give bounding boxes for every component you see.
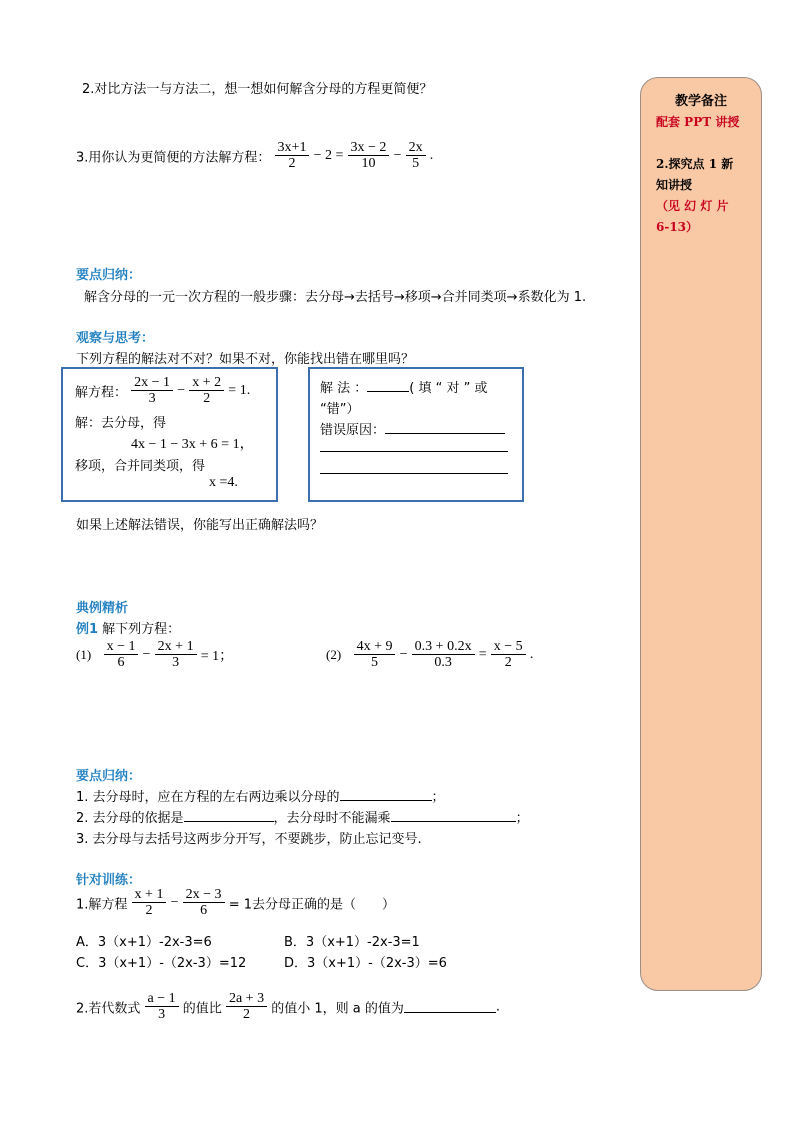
- solution-equation: 解方程： $\frac{2x - 1}{3}$ − $\frac{x + 2}{2}$ = 1.: [75, 375, 251, 407]
- answer-line-blank-2[interactable]: [320, 473, 508, 474]
- sidebar-line-5: 6-13）: [656, 220, 699, 234]
- question-3: 3.用你认为更简便的方法解方程： $\frac{3x+1}{2}$ − 2 = $\frac{3x - 2}{10}$ − $\frac{2x}{5}$ .: [76, 140, 434, 172]
- summary-heading-1: 要点归纳：: [76, 268, 142, 283]
- answer-blank[interactable]: [367, 379, 409, 392]
- q3-fraction-3: $\frac{2x}{5}$: [406, 140, 426, 172]
- followup-question: 如果上述解法错误，你能写出正确解法吗？: [76, 518, 324, 533]
- summary-text-1: 解含分母的一元一次方程的一般步骤：去分母→去括号→移项→合并同类项→系数化为 1.: [84, 290, 587, 305]
- summary-point-3: 3. 去分母与去括号这两步分开写，不要跳步，防止忘记变号.: [76, 832, 422, 847]
- answer-line-2: “错”）: [320, 402, 360, 417]
- sidebar-line-1: 配套 PPT 讲授: [656, 115, 740, 129]
- solution-fraction-1: $\frac{2x - 1}{3}$: [131, 375, 173, 407]
- option-c[interactable]: C．3（x+1）-（2x-3）=12: [76, 956, 247, 971]
- sidebar-title: 教学备注: [674, 94, 727, 109]
- answer-line-blank-1[interactable]: [320, 451, 508, 452]
- error-reason: 错误原因：: [320, 419, 505, 438]
- practice-fraction-3: $\frac{a - 1}{3}$: [145, 991, 179, 1023]
- summary-point-2: 2. 去分母的依据是 ，去分母时不能漏乘 ；: [76, 811, 529, 826]
- q3-fraction-2: $\frac{3x - 2}{10}$: [348, 140, 390, 172]
- solution-step-1: 解：去分母，得: [75, 416, 167, 431]
- question-2: 2.对比方法一与方法二，想一想如何解含分母的方程更简便？: [82, 82, 433, 97]
- summary-blank-1[interactable]: [340, 788, 432, 801]
- solution-step-2: 4x − 1 − 3x + 6 = 1，: [131, 437, 254, 452]
- sidebar-line-2: 2.探究点 1 新: [656, 157, 734, 171]
- practice-blank[interactable]: [404, 1000, 496, 1013]
- practice-question-1: 1.解方程 $\frac{x + 1}{2}$ − $\frac{2x - 3}{6}$ = 1去分母正确的是（ ）: [76, 887, 395, 919]
- solution-fraction-2: $\frac{x + 2}{2}$: [189, 375, 224, 407]
- ex2-fraction-2: $\frac{0.3 + 0.2x}{0.3}$: [412, 639, 475, 671]
- answer-line-1: 解 法 ： ( 填 “ 对 ” 或: [320, 381, 488, 396]
- option-a[interactable]: A．3（x+1）-2x-3=6: [76, 935, 212, 950]
- ex2-fraction-3: $\frac{x - 5}{2}$: [491, 639, 526, 671]
- example-title: 例1 解下列方程：: [76, 622, 181, 637]
- q3-fraction-1: $\frac{3x+1}{2}$: [275, 140, 310, 172]
- observe-heading: 观察与思考：: [76, 331, 155, 346]
- example-problem-1: (1) $\frac{x - 1}{6}$ − $\frac{2x + 1}{3}$ = 1；: [76, 639, 234, 671]
- summary-blank-2[interactable]: [184, 809, 274, 822]
- option-b[interactable]: B．3（x+1）-2x-3=1: [284, 935, 420, 950]
- practice-fraction-4: $\frac{2a + 3}{2}$: [226, 991, 267, 1023]
- answer-box: [308, 367, 524, 502]
- error-reason-blank[interactable]: [385, 421, 505, 434]
- summary-heading-2: 要点归纳：: [76, 769, 142, 784]
- summary-blank-3[interactable]: [391, 809, 516, 822]
- ex1-fraction-2: $\frac{2x + 1}{3}$: [155, 639, 197, 671]
- summary-point-1: 1. 去分母时，应在方程的左右两边乘以分母的 ；: [76, 790, 445, 805]
- practice-heading: 针对训练：: [76, 873, 142, 888]
- sidebar-line-4: （见 幻 灯 片: [656, 199, 729, 213]
- practice-question-2: 2.若代数式 $\frac{a - 1}{3}$ 的值比 $\frac{2a + 3}{2}$ 的值小 1，则 a 的值为 .: [76, 991, 500, 1023]
- ex2-fraction-1: $\frac{4x + 9}{5}$: [354, 639, 396, 671]
- practice-fraction-1: $\frac{x + 1}{2}$: [132, 887, 167, 919]
- solution-step-3: 移项，合并同类项，得: [75, 459, 206, 474]
- example-heading: 典例精析: [76, 601, 129, 616]
- observe-question: 下列方程的解法对不对？如果不对，你能找出错在哪里吗？: [76, 352, 415, 367]
- sidebar-line-3: 知讲授: [656, 178, 693, 192]
- option-d[interactable]: D．3（x+1）-（2x-3）=6: [284, 956, 447, 971]
- solution-box: [61, 367, 278, 502]
- solution-result: x =4.: [209, 475, 238, 490]
- practice-fraction-2: $\frac{2x - 3}{6}$: [183, 887, 225, 919]
- teaching-notes-sidebar: [640, 77, 762, 991]
- example-problem-2: (2) $\frac{4x + 9}{5}$ − $\frac{0.3 + 0.2x}{0.3}$ = $\frac{x - 5}{2}$ .: [326, 639, 534, 671]
- q3-prefix: 3.用你认为更简便的方法解方程：: [76, 150, 271, 166]
- ex1-fraction-1: $\frac{x - 1}{6}$: [104, 639, 139, 671]
